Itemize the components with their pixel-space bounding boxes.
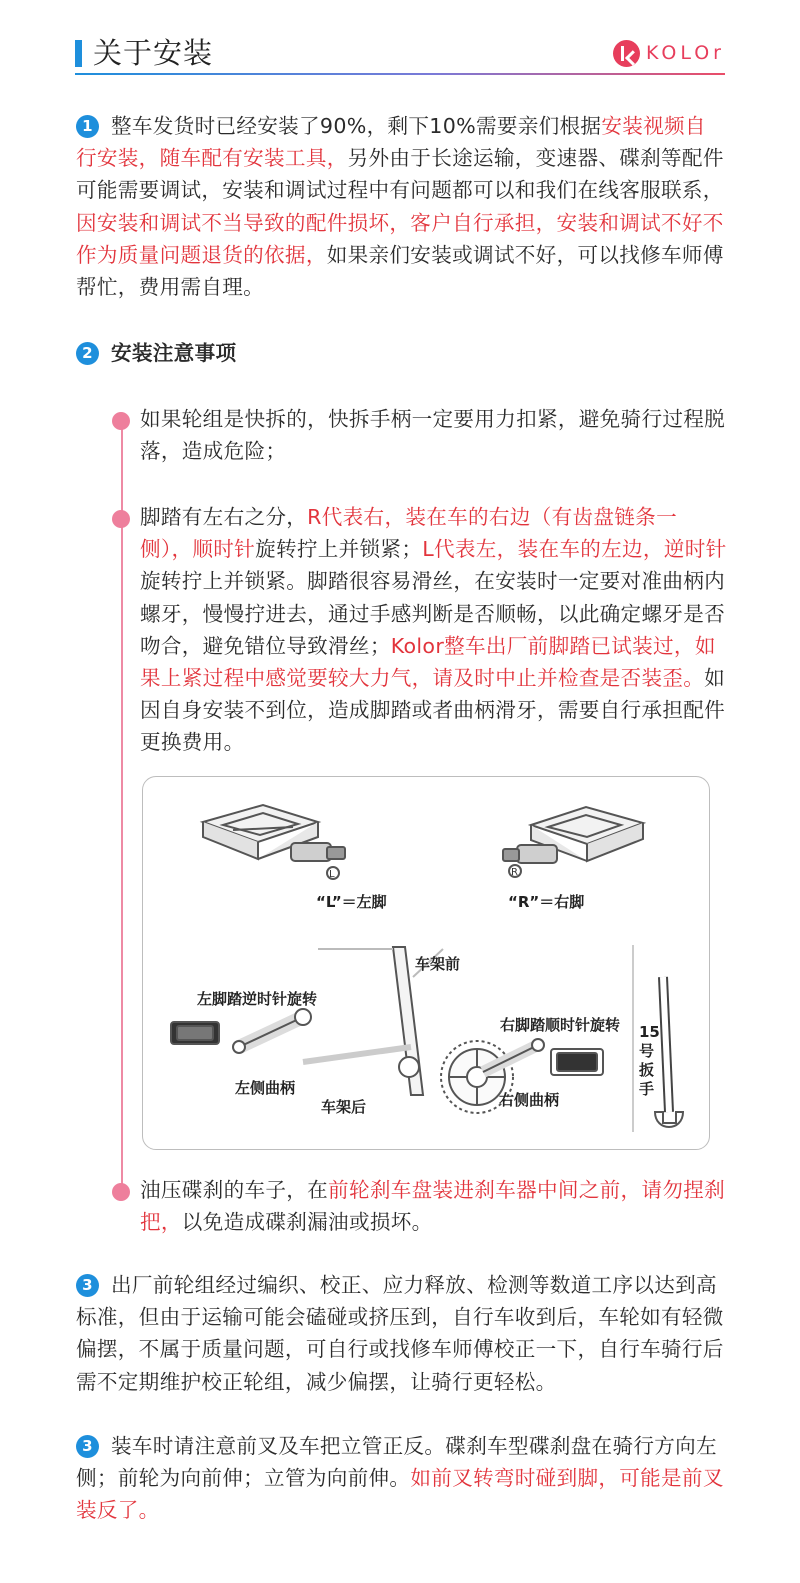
install-notes-title: 安装注意事项: [111, 341, 237, 365]
disc-brake-text-1: 油压碟刹的车子，在: [140, 1178, 329, 1202]
left-ccw-label: 左脚踏逆时针旋转: [197, 990, 318, 1008]
frame-rear-label: 车架后: [321, 1098, 367, 1116]
left-pedal-label: “L”＝左脚: [316, 893, 387, 911]
pedal-highlight-1: R代表右，装在车的右边（有齿盘链条一侧），顺时针: [140, 505, 677, 562]
section-number-badge: 3: [76, 1274, 99, 1297]
pedal-letter-r: R: [511, 867, 518, 878]
note-item-quick-release: [103, 403, 727, 467]
quick-release-text: 如果轮组是快拆的，快拆手柄一定要用力扣紧，避免骑行过程脱落，造成危险；: [140, 407, 726, 464]
wheelset-text: 出厂前轮组经过编织、校正、应力释放、检测等数道工序以达到高标准，但由于运输可能会磕碰或挤压到，自行车收到后，车轮如有轻微偏摆，不属于质量问题，可自行或找修车师傅校正一下，自行车骑行后需不定期维护校正轮组，减少偏摆，让骑行更轻松。: [76, 1273, 724, 1394]
note-item-pedals: [103, 501, 727, 759]
header-gradient-divider: [75, 73, 725, 75]
left-crank-label: 左侧曲柄: [235, 1079, 296, 1097]
fork-highlight: 如前叉转弯时碰到脚，可能是前叉装反了。: [76, 1466, 724, 1523]
sub-number-badge: 3: [112, 1183, 130, 1201]
sub-number-badge: 2: [112, 510, 130, 528]
frame-front-label: 车架前: [415, 955, 461, 973]
section-number-badge: 1: [76, 115, 99, 138]
pedal-installation-diagram: [142, 776, 710, 1150]
right-cw-label: 右脚踏顺时针旋转: [500, 1016, 621, 1034]
page-header: [75, 32, 725, 76]
right-crank-label: 右侧曲柄: [499, 1091, 560, 1109]
pedal-text-1: 脚踏有左右之分，: [140, 505, 308, 529]
kolor-logo-icon: [613, 40, 640, 67]
pedal-text-3: 旋转拧上并锁紧。脚踏很容易滑丝，在安装时一定要对准曲柄内螺牙，慢慢拧进去，通过手感判断是否顺畅，以此确定螺牙是否吻合，避免错位导致滑丝；: [140, 569, 726, 658]
title-accent-bar: [75, 40, 82, 67]
section-number-badge: 3: [76, 1435, 99, 1458]
pedal-letter-l: L: [329, 869, 335, 880]
disc-brake-text-2: 以免造成碟刹漏油或损坏。: [181, 1210, 433, 1235]
section-install-notes-heading: [76, 337, 726, 369]
section-wheelset: [76, 1269, 726, 1398]
sub-number-badge: 1: [112, 412, 130, 430]
pedal-highlight-3: Kolor整车出厂前脚踏已试装过，如果上紧过程中感觉要较大力气，请及时中止并检查是否装歪。: [140, 633, 716, 691]
note-item-disc-brake: [103, 1174, 727, 1238]
delivery-text-2: 另外由于长途运输，变速器、碟刹等配件可能需要调试，安装和调试过程中有问题都可以和我们在线客服联系，: [76, 146, 724, 203]
delivery-text-3: 如果亲们安装或调试不好，可以找修车师傅帮忙，费用需自理。: [76, 242, 724, 300]
pedal-highlight-2: L代表左，装在车的左边，逆时针: [422, 537, 727, 562]
section-fork-stem: [76, 1430, 726, 1527]
right-pedal-label: “R”＝右脚: [508, 893, 585, 911]
delivery-text-1: 整车发货时已经安装了90%，剩下10%需要亲们根据: [111, 114, 602, 138]
page-title: 关于安装: [93, 36, 214, 70]
disc-brake-highlight: 前轮刹车盘装进刹车器中间之前，请勿捏刹把，: [140, 1178, 726, 1235]
wrench-label: 15号扳手: [639, 1023, 660, 1098]
pedal-text-4: 如因自身安装不到位，造成脚踏或者曲柄滑牙，需要自行承担配件更换费用。: [140, 666, 726, 755]
kolor-logo-text: KOLOr: [645, 42, 725, 64]
fork-text: 装车时请注意前叉及车把立管正反。碟刹车型碟刹盘在骑行方向左侧；前轮为向前伸；立管为向前伸。: [76, 1434, 717, 1491]
delivery-highlight-1: 安装视频自行安装，随车配有安装工具，: [76, 114, 706, 171]
kolor-logo: [613, 38, 725, 68]
pedal-text-2: 旋转拧上并锁紧；: [255, 537, 423, 562]
delivery-highlight-2: 因安装和调试不当导致的配件损坏，客户自行承担，安装和调试不好不作为质量问题退货的依据，: [76, 210, 724, 267]
section-number-badge: 2: [76, 342, 99, 365]
section-delivery-note: [76, 110, 726, 303]
